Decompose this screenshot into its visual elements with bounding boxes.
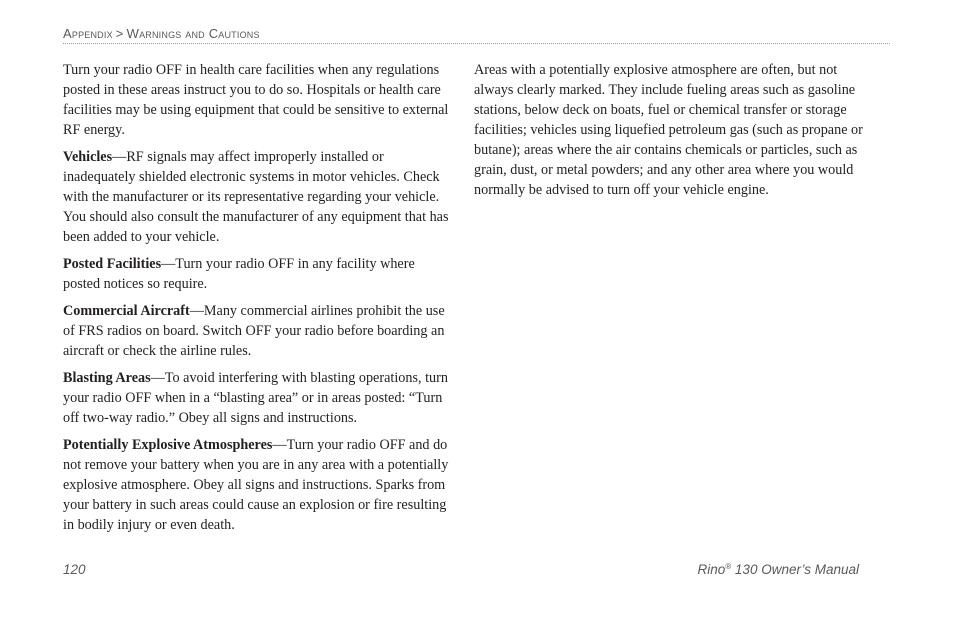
paragraph-explosive-atmospheres xyxy=(63,435,451,535)
paragraph-term: Commercial Aircraft xyxy=(63,303,190,319)
paragraph-text: —Turn your radio OFF in any facility where posted notices so require. xyxy=(63,256,415,292)
header-separator: > xyxy=(115,26,124,41)
paragraph-text: —Many commercial airlines prohibit the use of FRS radios on board. Switch OFF your radio before boarding an aircraft or check the airline rules. xyxy=(63,303,445,359)
paragraph-health-care xyxy=(63,60,451,140)
paragraph-text: Areas with a potentially explosive atmosphere are often, but not always clearly marked. They include fueling areas such as gasoline stations, below deck on boats, fuel or chemical transfer or storage facilities; vehicles using liquefied petroleum gas (such as propane or butane); areas where the air contains chemicals or particles, such as grain, dust, or metal powders; and any other area where you would normally be advised to turn off your vehicle engine. xyxy=(474,62,863,198)
paragraph-explosive-areas-marked xyxy=(474,60,866,200)
running-header xyxy=(63,24,890,44)
paragraph-blasting-areas xyxy=(63,368,451,428)
paragraph-posted-facilities xyxy=(63,254,451,294)
manual-brand: Rino xyxy=(697,562,726,577)
paragraph-term: Vehicles xyxy=(63,149,113,165)
paragraph-term: Potentially Explosive Atmospheres xyxy=(63,437,273,453)
manual-title xyxy=(698,562,860,577)
left-column xyxy=(63,60,451,542)
paragraph-term: Posted Facilities xyxy=(63,256,162,272)
header-subsection: Warnings and Cautions xyxy=(126,26,260,41)
paragraph-text: —Turn your radio OFF and do not remove your battery when you are in any area with a potentially explosive atmosphere. Obey all signs and instructions. Sparks from your battery in such areas could cause an explosion or fire resulting in bodily injury or even death. xyxy=(63,437,449,533)
right-column xyxy=(474,60,866,207)
paragraph-text: —To avoid interfering with blasting operations, turn your radio OFF when in a “blasting area” or in areas posted: “Turn off two-way radio.” Obey all signs and instructions. xyxy=(63,370,448,426)
paragraph-commercial-aircraft xyxy=(63,301,451,361)
page-number: 120 xyxy=(63,562,86,577)
paragraph-text: Turn your radio OFF in health care facilities when any regulations posted in these areas instruct you to do so. Hospitals or health care facilities may be using equipment that could be sensitive to external RF energy. xyxy=(63,62,449,138)
header-section: Appendix xyxy=(63,26,113,41)
paragraph-term: Blasting Areas xyxy=(63,370,151,386)
registered-mark: ® xyxy=(725,562,732,571)
paragraph-vehicles xyxy=(63,147,451,247)
paragraph-text: —RF signals may affect improperly installed or inadequately shielded electronic systems in motor vehicles. Check with the manufacturer or its representative regarding your vehicle. You should also consult the manufacturer of any equipment that has been added to your vehicle. xyxy=(63,149,449,245)
manual-title-rest: 130 Owner’s Manual xyxy=(731,562,859,577)
